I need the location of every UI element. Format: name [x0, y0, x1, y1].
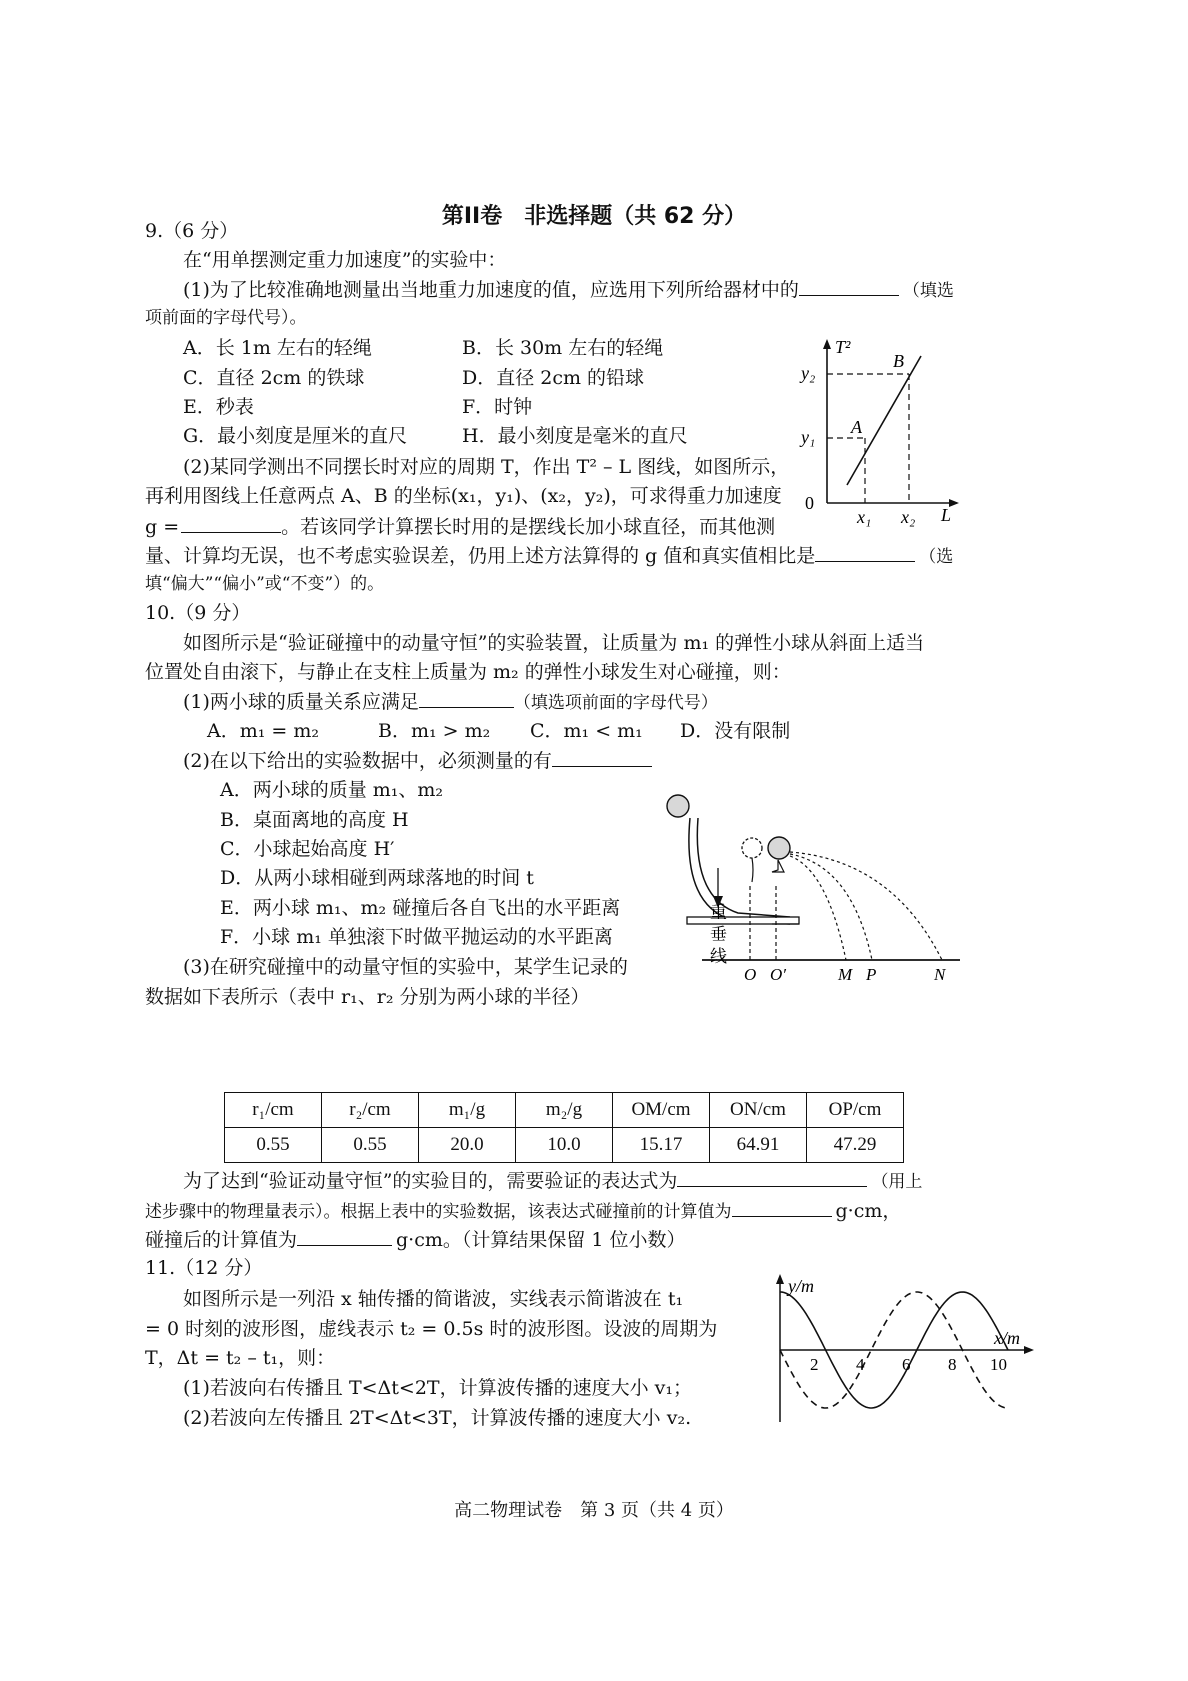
q9-option-f: F．时钟: [462, 396, 533, 418]
q10-data-table: [224, 1092, 904, 1163]
table-cell: 10.0: [516, 1128, 613, 1163]
x-axis-arrow: [1024, 1346, 1034, 1354]
x-axis-label: x/m: [994, 1328, 1020, 1348]
q9-option-e: E．秒表: [183, 396, 254, 418]
q10-p2-option-e: E．两小球 m₁、m₂ 碰撞后各自飞出的水平距离: [220, 897, 621, 919]
q9-part2-line3-rest: 。若该同学计算摆长时用的是摆线长加小球直径，而其他测: [281, 516, 776, 538]
q10-header: 10.（9 分）: [145, 602, 251, 624]
q9-part2-line2: 再利用图线上任意两点 A、B 的坐标(x₁，y₁)、(x₂，y₂)，可求得重力加速度: [145, 485, 782, 507]
table-cell: 20.0: [419, 1128, 516, 1163]
q9-part2-line5: 填“偏大”“偏小”或“不变”）的。: [145, 574, 385, 594]
x2-label: x₂: [901, 507, 916, 527]
q11-header: 11.（12 分）: [145, 1257, 263, 1279]
q10-part2-text: (2)在以下给出的实验数据中，必须测量的有: [183, 750, 552, 772]
q9-option-c: C．直径 2cm 的铁球: [183, 367, 365, 389]
q9-part1: [183, 277, 954, 303]
q10-after-unit2: g·cm，: [835, 1200, 902, 1222]
q10-option-d: D．没有限制: [680, 720, 791, 742]
q9-option-g: G．最小刻度是厘米的直尺: [183, 425, 408, 447]
y-axis-label: y/m: [788, 1276, 814, 1296]
table-edge: [687, 917, 799, 924]
q9-header: 9.（6 分）: [145, 220, 239, 242]
plumb-char-2: 垂: [710, 925, 727, 944]
q10-p2-option-f: F．小球 m₁ 单独滚下时做平抛运动的水平距离: [220, 926, 613, 948]
y-axis-arrow: [823, 339, 831, 349]
q10-after-note1: （用上: [871, 1172, 923, 1192]
table-cell: 15.17: [613, 1128, 710, 1163]
table-header-cell: ON/cm: [710, 1093, 807, 1128]
trajectory-m: [790, 856, 846, 960]
q9-part2-line4-note: （选: [919, 547, 954, 567]
wave-graph: [770, 1272, 1040, 1427]
q9-option-b: B．长 30m 左右的轻绳: [462, 337, 664, 359]
table-cell: 0.55: [322, 1128, 419, 1163]
q9-g-label: g =: [145, 516, 180, 538]
q11-part1: (1)若波向右传播且 T<Δt<2T，计算波传播的速度大小 v₁；: [183, 1377, 692, 1399]
q10-after-line1: [183, 1168, 922, 1194]
table-header-cell: OP/cm: [807, 1093, 904, 1128]
plumb-char-1: 重: [710, 903, 727, 922]
plumb-char-3: 线: [710, 947, 727, 966]
q10-after-text1: 为了达到“验证动量守恒”的实验目的，需要验证的表达式为: [183, 1170, 678, 1192]
q10-after-line2: [145, 1198, 901, 1224]
table-cell: 64.91: [710, 1128, 807, 1163]
q11-line1: 如图所示是一列沿 x 轴传播的简谐波，实线表示简谐波在 t₁: [183, 1288, 684, 1310]
trajectory-n: [790, 852, 942, 960]
q9-option-h: H．最小刻度是毫米的直尺: [462, 425, 688, 447]
q10-after-unit3: g·cm。（计算结果保留 1 位小数）: [396, 1229, 686, 1251]
q10-part1-note: （填选项前面的字母代号）: [513, 693, 718, 713]
tick-6: 6: [902, 1355, 911, 1374]
y1-label: y₁: [801, 427, 816, 447]
q11-part2: (2)若波向左传播且 2T<Δt<3T，计算波传播的速度大小 v₂.: [183, 1407, 692, 1429]
tick-4: 4: [856, 1355, 865, 1374]
q10-line1: 如图所示是“验证碰撞中的动量守恒”的实验装置，让质量为 m₁ 的弹性小球从斜面上适当: [183, 632, 925, 654]
q10-option-a: A．m₁ = m₂: [207, 720, 319, 742]
pillar: [752, 858, 784, 882]
point-b-label: B: [893, 351, 904, 371]
label-p: P: [866, 965, 877, 984]
answer-blank[interactable]: [732, 1198, 832, 1217]
x1-label: x₁: [857, 507, 872, 527]
table-header-cell: OM/cm: [613, 1093, 710, 1128]
section-title: 第II卷 非选择题（共 62 分）: [441, 204, 747, 229]
q10-p2-option-c: C．小球起始高度 H′: [220, 838, 395, 860]
tick-10: 10: [990, 1355, 1007, 1374]
label-o-prime: O′: [770, 965, 786, 984]
table-header-row: [225, 1093, 904, 1128]
answer-blank[interactable]: [677, 1168, 867, 1187]
ghost-ball: [742, 838, 762, 858]
q9-part2-line3: [145, 514, 775, 539]
answer-blank[interactable]: [552, 748, 652, 767]
page-footer: 高二物理试卷 第 3 页（共 4 页）: [454, 1500, 734, 1521]
x-axis-label: L: [941, 505, 952, 525]
q9-option-a: A．长 1m 左右的轻绳: [183, 337, 372, 359]
answer-blank[interactable]: [181, 514, 281, 533]
collision-apparatus: [662, 790, 962, 985]
q11-line3: T，Δt = t₂ – t₁，则：: [145, 1347, 336, 1369]
label-o: O: [744, 965, 757, 984]
origin-label: 0: [805, 493, 814, 513]
t2-l-graph: [795, 335, 965, 530]
q10-option-b: B．m₁ > m₂: [378, 720, 491, 742]
q9-part1-text: (1)为了比较准确地测量出当地重力加速度的值，应选用下列所给器材中的: [183, 279, 799, 301]
q10-part1: [183, 689, 718, 715]
table-header-cell: m₂/g: [516, 1093, 613, 1128]
y-axis-label: T²: [835, 337, 851, 357]
q9-part2-line4: [145, 543, 953, 569]
q10-part2: [183, 748, 652, 773]
tick-2: 2: [810, 1355, 819, 1374]
y-axis-arrow: [776, 1274, 784, 1284]
q9-part2-line1: (2)某同学测出不同摆长时对应的周期 T，作出 T² – L 图线，如图所示，: [183, 456, 790, 478]
q10-after-line3: [145, 1227, 686, 1252]
q10-line2: 位置处自由滚下，与静止在支柱上质量为 m₂ 的弹性小球发生对心碰撞，则：: [145, 661, 791, 683]
ball-m1: [667, 795, 689, 817]
q10-p2-option-a: A．两小球的质量 m₁、m₂: [220, 779, 444, 801]
q9-option-d: D．直径 2cm 的铅球: [462, 367, 645, 389]
answer-blank[interactable]: [815, 543, 915, 562]
q10-option-c: C．m₁ < m₁: [530, 720, 643, 742]
ball-m2: [768, 837, 790, 859]
q10-part3-line1: (3)在研究碰撞中的动量守恒的实验中，某学生记录的: [183, 956, 628, 978]
answer-blank[interactable]: [799, 277, 899, 296]
q11-line2: = 0 时刻的波形图，虚线表示 t₂ = 0.5s 时的波形图。设波的周期为: [145, 1318, 718, 1340]
answer-blank[interactable]: [297, 1227, 392, 1246]
label-m: M: [838, 965, 853, 984]
q9-intro: 在“用单摆测定重力加速度”的实验中：: [183, 249, 507, 271]
q10-after-text3: 碰撞后的计算值为: [145, 1229, 298, 1251]
q9-part1-note2: 项前面的字母代号）。: [145, 308, 307, 328]
label-n: N: [934, 965, 946, 984]
table-header-cell: r₁/cm: [225, 1093, 322, 1128]
q10-p2-option-d: D．从两小球相碰到两球落地的时间 t: [220, 867, 534, 889]
q10-part1-text: (1)两小球的质量关系应满足: [183, 691, 419, 713]
q10-part3-line2: 数据如下表所示（表中 r₁、r₂ 分别为两小球的半径）: [145, 986, 590, 1008]
answer-blank[interactable]: [419, 689, 514, 708]
table-cell: 47.29: [807, 1128, 904, 1163]
table-header-cell: m₁/g: [419, 1093, 516, 1128]
q9-part1-note: （填选: [902, 281, 954, 301]
table-row: [225, 1128, 904, 1163]
table-cell: 0.55: [225, 1128, 322, 1163]
q9-part2-line4-text: 量、计算均无误，也不考虑实验误差，仍用上述方法算得的 g 值和真实值相比是: [145, 545, 816, 567]
q10-p2-option-b: B．桌面离地的高度 H: [220, 809, 409, 831]
tick-8: 8: [948, 1355, 957, 1374]
q10-after-text2: 述步骤中的物理量表示）。根据上表中的实验数据，该表达式碰撞前的计算值为: [145, 1202, 732, 1222]
point-a-label: A: [851, 417, 862, 437]
table-header-cell: r₂/cm: [322, 1093, 419, 1128]
y2-label: y₂: [801, 363, 816, 383]
